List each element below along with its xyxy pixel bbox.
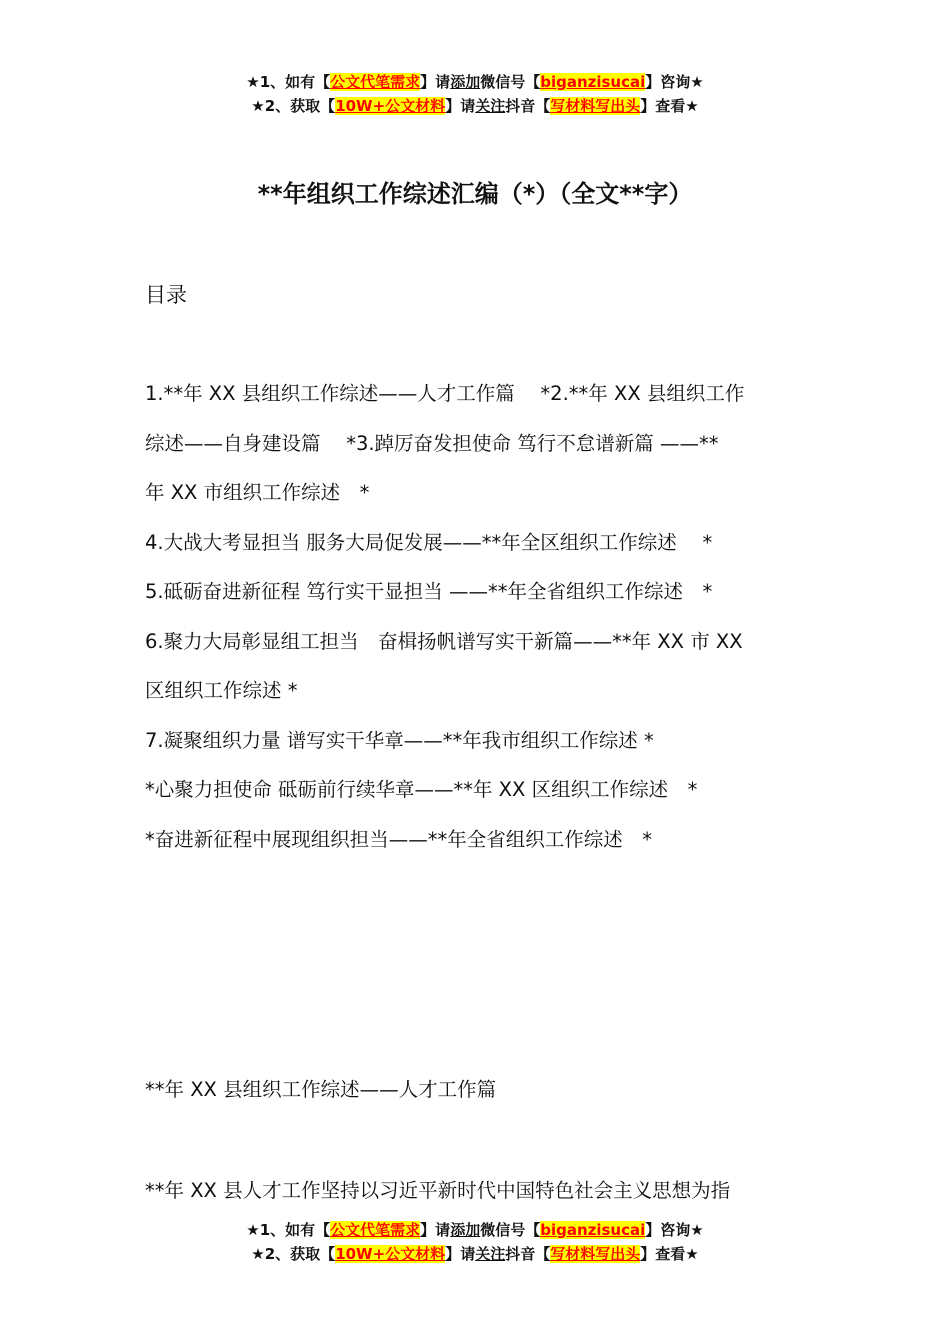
footer-banner [0, 1218, 950, 1266]
highlight-service: 公文代笔需求 [330, 1221, 421, 1239]
highlight-materials: 10W+公文材料 [335, 1245, 446, 1263]
body-paragraph: **年 XX 县人才工作坚持以习近平新时代中国特色社会主义思想为指 [145, 1179, 731, 1202]
toc-line: 年 XX 市组织工作综述 * [145, 481, 370, 504]
toc-line: 综述——自身建设篇 *3.踔厉奋发担使命 笃行不怠谱新篇 ——** [145, 431, 719, 455]
section-heading: **年 XX 县组织工作综述——人才工作篇 [145, 1078, 497, 1101]
toc-item: *奋进新征程中展现组织担当——**年全省组织工作综述 * [145, 827, 653, 851]
toc-item: 5.砥砺奋进新征程 笃行实干显担当 ——**年全省组织工作综述 * [145, 580, 713, 603]
header-banner [0, 70, 950, 118]
toc-item: *心聚力担使命 砥砺前行续华章——**年 XX 区组织工作综述 * [145, 778, 698, 801]
toc-item: 6.聚力大局彰显组工担当 奋楫扬帆谱写实干新篇——**年 XX 市 XX [145, 629, 743, 653]
highlight-wechat-id: biganzisucai [540, 73, 646, 91]
banner-line-1: ★1、如有【公文代笔需求】请添加微信号【biganzisucai】咨询★ [246, 73, 704, 91]
highlight-wechat-id: biganzisucai [540, 1221, 646, 1239]
toc-item: 4.大战大考显担当 服务大局促发展——**年全区组织工作综述 * [145, 530, 713, 554]
banner-line-2: ★2、获取【10W+公文材料】请关注抖音【写材料写出头】查看★ [251, 97, 699, 115]
highlight-service: 公文代笔需求 [330, 73, 421, 91]
toc-item: 区组织工作综述 * [145, 679, 298, 702]
table-of-contents [145, 369, 810, 864]
highlight-douyin-account: 写材料写出头 [550, 97, 641, 115]
banner-line-1: ★1、如有【公文代笔需求】请添加微信号【biganzisucai】咨询★ [246, 1221, 704, 1239]
toc-item: 7.凝聚组织力量 谱写实干华章——**年我市组织工作综述 * [145, 728, 654, 752]
highlight-douyin-account: 写材料写出头 [550, 1245, 641, 1263]
banner-line-2: ★2、获取【10W+公文材料】请关注抖音【写材料写出头】查看★ [251, 1245, 699, 1263]
highlight-materials: 10W+公文材料 [335, 97, 446, 115]
document-title: **年组织工作综述汇编（*）（全文**字） [257, 180, 693, 208]
toc-heading: 目录 [145, 283, 187, 307]
toc-line: 1.**年 XX 县组织工作综述——人才工作篇 *2.**年 XX 县组织工作 [145, 382, 745, 405]
